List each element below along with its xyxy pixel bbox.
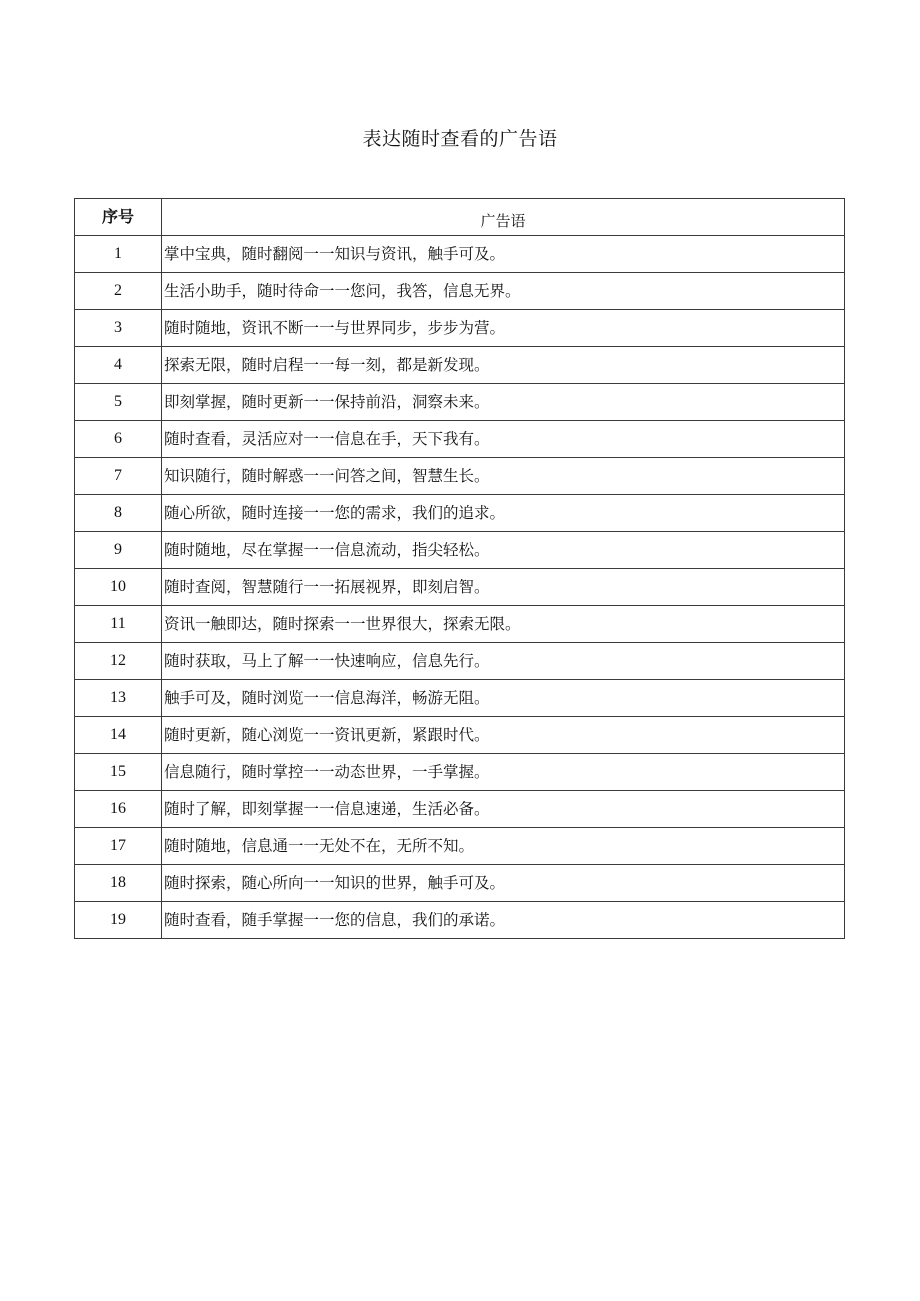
row-number: 12 xyxy=(75,643,162,680)
table-row xyxy=(75,347,845,384)
table-row xyxy=(75,717,845,754)
row-number: 14 xyxy=(75,717,162,754)
table-row xyxy=(75,902,845,939)
table-row xyxy=(75,569,845,606)
row-number: 3 xyxy=(75,310,162,347)
table-row xyxy=(75,384,845,421)
row-number: 13 xyxy=(75,680,162,717)
row-slogan: 探索无限，随时启程一一每一刻，都是新发现。 xyxy=(162,347,845,384)
table-row xyxy=(75,421,845,458)
row-number: 5 xyxy=(75,384,162,421)
row-number: 19 xyxy=(75,902,162,939)
table-row xyxy=(75,273,845,310)
row-number: 17 xyxy=(75,828,162,865)
table-row xyxy=(75,754,845,791)
row-slogan: 资讯一触即达，随时探索一一世界很大，探索无限。 xyxy=(162,606,845,643)
table-row xyxy=(75,495,845,532)
table-row xyxy=(75,828,845,865)
row-number: 2 xyxy=(75,273,162,310)
row-slogan: 随时探索，随心所向一一知识的世界，触手可及。 xyxy=(162,865,845,902)
table-row xyxy=(75,606,845,643)
table-row xyxy=(75,680,845,717)
row-slogan: 随时获取，马上了解一一快速响应，信息先行。 xyxy=(162,643,845,680)
row-slogan: 随心所欲，随时连接一一您的需求，我们的追求。 xyxy=(162,495,845,532)
page-title: 表达随时查看的广告语 xyxy=(362,128,558,150)
row-number: 16 xyxy=(75,791,162,828)
table-row xyxy=(75,458,845,495)
row-slogan: 知识随行，随时解惑一一问答之间，智慧生长。 xyxy=(162,458,845,495)
row-slogan: 生活小助手，随时待命一一您问，我答，信息无界。 xyxy=(162,273,845,310)
row-number: 4 xyxy=(75,347,162,384)
table-row xyxy=(75,310,845,347)
row-slogan: 随时查看，随手掌握一一您的信息，我们的承诺。 xyxy=(162,902,845,939)
row-slogan: 随时随地，资讯不断一一与世界同步，步步为营。 xyxy=(162,310,845,347)
row-number: 15 xyxy=(75,754,162,791)
table-row xyxy=(75,643,845,680)
row-slogan: 随时更新，随心浏览一一资讯更新，紧跟时代。 xyxy=(162,717,845,754)
row-number: 6 xyxy=(75,421,162,458)
row-slogan: 随时随地，尽在掌握一一信息流动，指尖轻松。 xyxy=(162,532,845,569)
table-row xyxy=(75,236,845,273)
row-slogan: 随时了解，即刻掌握一一信息速递，生活必备。 xyxy=(162,791,845,828)
row-slogan: 触手可及，随时浏览一一信息海洋，畅游无阻。 xyxy=(162,680,845,717)
row-number: 1 xyxy=(75,236,162,273)
row-number: 9 xyxy=(75,532,162,569)
row-number: 18 xyxy=(75,865,162,902)
slogan-table xyxy=(74,198,845,939)
table-row xyxy=(75,791,845,828)
table-row xyxy=(75,865,845,902)
row-slogan: 随时查看，灵活应对一一信息在手，天下我有。 xyxy=(162,421,845,458)
table-header-row xyxy=(75,199,845,236)
column-header-number: 序号 xyxy=(75,199,162,236)
column-header-slogan: 广告语 xyxy=(162,199,845,236)
row-slogan: 随时查阅，智慧随行一一拓展视界，即刻启智。 xyxy=(162,569,845,606)
row-slogan: 即刻掌握，随时更新一一保持前沿，洞察未来。 xyxy=(162,384,845,421)
row-slogan: 信息随行，随时掌控一一动态世界，一手掌握。 xyxy=(162,754,845,791)
row-slogan: 掌中宝典，随时翻阅一一知识与资讯，触手可及。 xyxy=(162,236,845,273)
row-number: 11 xyxy=(75,606,162,643)
row-number: 8 xyxy=(75,495,162,532)
row-slogan: 随时随地，信息通一一无处不在，无所不知。 xyxy=(162,828,845,865)
row-number: 10 xyxy=(75,569,162,606)
table-row xyxy=(75,532,845,569)
row-number: 7 xyxy=(75,458,162,495)
